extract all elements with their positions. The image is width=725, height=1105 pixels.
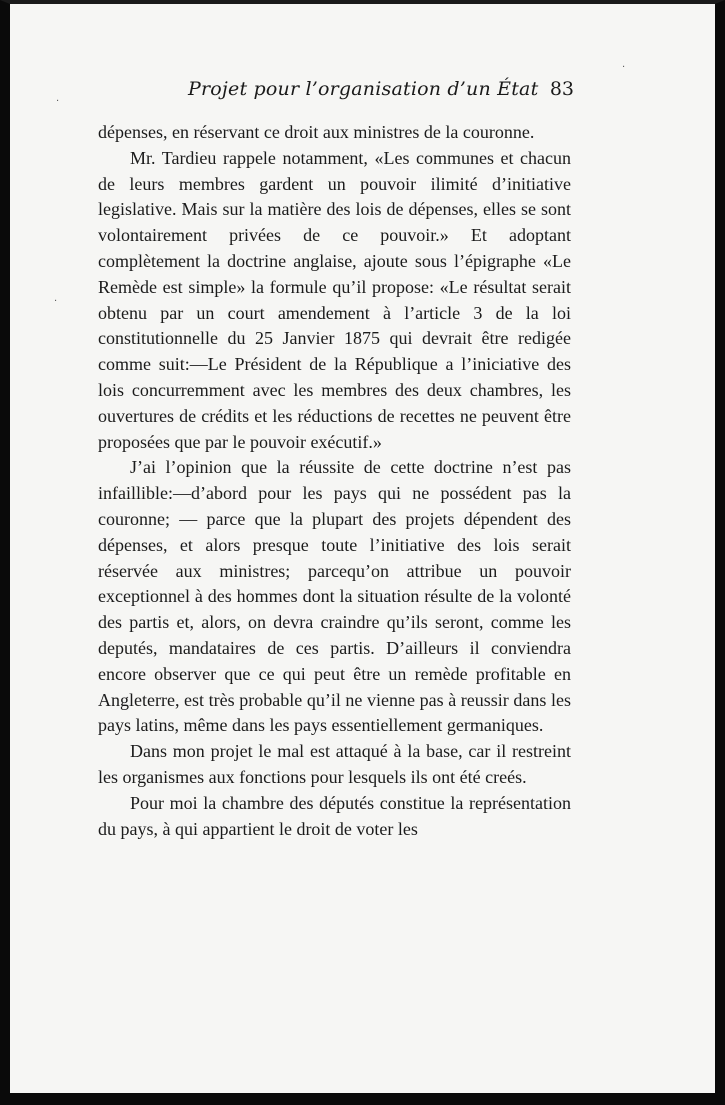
body-text: [98, 120, 571, 842]
page-header: [110, 76, 580, 108]
paragraph-opinion: J’ai l’opinion que la réussite de cette doctrine n’est pas infaillible:—d’abord pour les pays qui ne possédent pas la couronne; — parce que la plupart des projets dépendent des dépenses, et alors presque toute l’initiative des lois serait réservée aux ministres; parcequ’on attribue un pouvoir exceptionnel à des hommes dont la situation résulte de la volonté des partis et, alors, on devra craindre qu’ils seront, comme les deputés, mandataires de ces partis. D’ailleurs il conviendra encore observer que ce qui peut être un remède profitable en Angleterre, est très probable qu’il ne vienne pas à reussir dans les pays latins, même dans les pays essentiellement germaniques.: [98, 457, 571, 736]
running-title: Projet pour l’organisation d’un État: [188, 78, 539, 100]
paragraph-tardieu-quote: Mr. Tardieu rappele notamment, «Les communes et chacun de leurs membres gardent un pouvoir ilimité d’initiative legislative. Mais sur la matière des lois de dépenses, elles se sont volontairement privées de ce pouvoir.» Et adoptant complètement la doctrine anglaise, ajoute sous l’épigraphe «Le Remède est simple» la formule qu’il propose: «Le résultat serait obtenu par un court amendement à l’article 3 de la loi constitutionnelle du 25 Janvier 1875 qui devrait être redigée comme suit:—Le Président de la République a l’iniciative des lois concurremment avec les membres des deux chambres, les ouvertures de crédits et les réductions de recettes ne peuvent être proposées que par le pouvoir exécutif.»: [98, 147, 571, 452]
speck-mark: ·: [56, 96, 60, 107]
paragraph-project: Dans mon projet le mal est attaqué à la base, car il restreint les organismes aux fonctions pour lesquels ils ont été creés.: [98, 741, 571, 787]
speck-mark: ·: [54, 296, 58, 307]
page-number: 83: [549, 78, 574, 100]
paragraph-chamber: Pour moi la chambre des députés constitue la représentation du pays, à qui appartient le droit de voter les: [98, 792, 571, 839]
paragraph-continuation: dépenses, en réservant ce droit aux ministres de la couronne.: [98, 122, 535, 142]
speck-mark: ·: [622, 62, 626, 73]
